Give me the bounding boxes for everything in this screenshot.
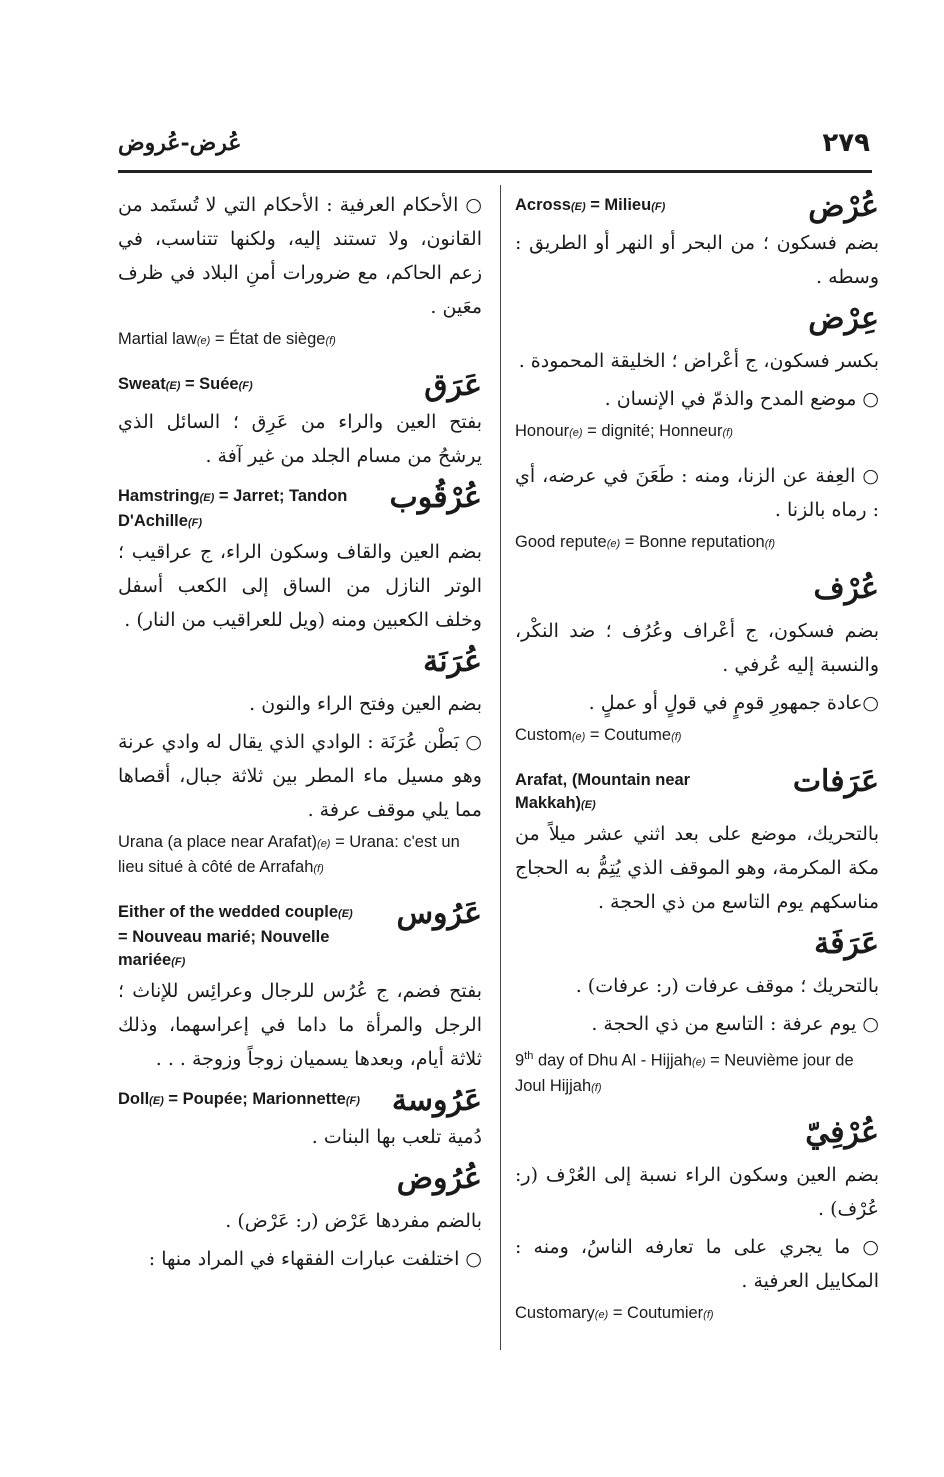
entry-heading bbox=[515, 925, 879, 969]
definition-paragraph: ○ ما يجري على ما تعارفه الناسُ، ومنه : المكاييل العرفية . bbox=[515, 1235, 879, 1292]
english-headword: Sweat(E) = Suée(F) bbox=[118, 375, 253, 393]
dictionary-entry bbox=[118, 1082, 482, 1154]
arabic-headword: عَرَفَة bbox=[814, 926, 879, 961]
dictionary-entry bbox=[515, 459, 879, 556]
entry-heading bbox=[515, 188, 879, 226]
dictionary-entry bbox=[515, 925, 879, 1100]
arabic-headword: عُرُوض bbox=[396, 1161, 482, 1196]
arabic-headword: عُرَنَة bbox=[423, 644, 482, 679]
definition-paragraph: ○ بَطْن عُرَنَة : الوادي الذي يقال له وادي عرنة وهو مسيل ماء المطر بين ثلاثة جبال، أقصاها مما يلي موقف عرفة . bbox=[118, 731, 482, 821]
entry-heading bbox=[118, 479, 482, 535]
entry-heading bbox=[515, 1114, 879, 1158]
dictionary-entry bbox=[118, 1160, 482, 1276]
arabic-definition bbox=[515, 226, 879, 294]
arabic-headword: عُرْفِيّ bbox=[805, 1114, 879, 1150]
english-headword: Doll(E) = Poupée; Marionnette(F) bbox=[118, 1090, 360, 1108]
entry-heading bbox=[515, 570, 879, 614]
arabic-definition bbox=[118, 405, 482, 473]
translation: Customary(e) = Coutumier(f) bbox=[515, 1303, 714, 1322]
arabic-headword: عَرَفات bbox=[792, 764, 879, 799]
translation: Honour(e) = dignité; Honneur(f) bbox=[515, 422, 733, 440]
arabic-definition bbox=[118, 687, 482, 827]
dictionary-entry bbox=[118, 643, 482, 881]
entry-heading bbox=[515, 300, 879, 344]
definition-paragraph: بالضم مفردها عَرْض (ر: عَرْض) . bbox=[225, 1210, 482, 1232]
definition-paragraph: بضم العين والقاف وسكون الراء، ج عراقيب ؛ الوتر النازل من الساق إلى الكعب أسفل وخلف الكعبين ومنه (ويل للعراقيب من النار) . bbox=[118, 541, 482, 631]
dictionary-entry bbox=[118, 895, 482, 1076]
definition-paragraph: ○ موضع المدح والذمّ في الإنسان . bbox=[604, 388, 879, 410]
header-rule bbox=[118, 170, 872, 173]
dictionary-entry bbox=[118, 367, 482, 473]
arabic-headword: عَرُوسة bbox=[391, 1083, 482, 1118]
entry-heading bbox=[118, 367, 482, 405]
entry-heading bbox=[118, 643, 482, 687]
english-headword: Hamstring(E) = Jarret; Tandon D'Achille(F) bbox=[118, 487, 348, 530]
definition-paragraph: ○ يوم عرفة : التاسع من ذي الحجة . bbox=[591, 1013, 879, 1035]
arabic-definition bbox=[118, 188, 482, 324]
definition-paragraph: ○ الأحكام العرفية : الأحكام التي لا تُستَمد من القانون، ولا تستند إليه، ولكنها تتناسب، في زعم الحاكم، مع ضرورات أمنِ البلاد في ظرف معَين . bbox=[118, 194, 482, 318]
right-column bbox=[515, 188, 879, 1341]
page-header bbox=[118, 128, 870, 168]
translation: Urana (a place near Arafat)(e) = Urana: c'est un lieu situé à côté de Arrafah(f) bbox=[118, 833, 460, 876]
definition-paragraph: بضم فسكون ؛ من البحر أو النهر أو الطريق : وسطه . bbox=[515, 232, 879, 288]
dictionary-entry bbox=[118, 188, 482, 353]
arabic-definition bbox=[118, 1204, 482, 1276]
definition-paragraph: ○ العِفة عن الزنا، ومنه : طَعَنَ في عرضه، أي : رماه بالزنا . bbox=[515, 465, 879, 521]
translation: Martial law(e) = État de siège(f) bbox=[118, 330, 336, 348]
arabic-headword: عِرْض bbox=[808, 301, 879, 336]
arabic-headword: عُرْف bbox=[813, 571, 879, 606]
definition-paragraph: ○ اختلفت عبارات الفقهاء في المراد منها : bbox=[148, 1248, 482, 1270]
arabic-headword: عَرُوس bbox=[396, 896, 482, 931]
definition-paragraph: بالتحريك ؛ موقف عرفات (ر: عرفات) . bbox=[575, 975, 879, 997]
translation: Good repute(e) = Bonne reputation(f) bbox=[515, 533, 776, 551]
definition-paragraph: بضم فسكون، ج أعْراف وعُرُف ؛ ضد النكْر، والنسبة إليه عُرفي . bbox=[515, 620, 879, 676]
arabic-headword: عَرَق bbox=[424, 368, 482, 403]
definition-paragraph: بكسر فسكون، ج أعْراض ؛ الخليقة المحمودة . bbox=[518, 350, 879, 372]
entry-heading bbox=[118, 1160, 482, 1204]
english-headword: Across(E) = Milieu(F) bbox=[515, 196, 666, 214]
definition-paragraph: بفتح العين والراء من عَرِق ؛ السائل الذي يرشحُ من مسام الجلد من غير آفة . bbox=[118, 411, 482, 467]
arabic-definition bbox=[515, 1158, 879, 1298]
left-column bbox=[118, 188, 482, 1282]
entry-heading bbox=[515, 763, 879, 817]
arabic-definition bbox=[515, 817, 879, 919]
dictionary-entry bbox=[515, 1114, 879, 1327]
page-number: ٢٧٩ bbox=[822, 128, 870, 158]
dictionary-entry bbox=[515, 300, 879, 445]
entry-heading bbox=[118, 1082, 482, 1120]
definition-paragraph: بضم العين وفتح الراء والنون . bbox=[249, 693, 482, 715]
arabic-definition bbox=[515, 344, 879, 416]
column-divider bbox=[500, 185, 501, 1350]
definition-paragraph: دُمية تلعب بها البنات . bbox=[311, 1126, 482, 1148]
dictionary-entry bbox=[118, 479, 482, 637]
running-head: عُرض-عُروض bbox=[118, 130, 242, 156]
definition-paragraph: بالتحريك، موضع على بعد اثني عشر ميلاً من مكة المكرمة، وهو الموقف الذي يُتِمُّ به الحجاج مناسكهم يوم التاسع من ذي الحجة . bbox=[515, 823, 879, 913]
definition-paragraph: ○عادة جمهورِ قومٍ في قولٍ أو عملٍ . bbox=[588, 692, 879, 714]
definition-paragraph: بفتح فضم، ج عُرُس للرجال وعرائِس للإناث ؛ الرجل والمرأة ما داما في إعراسهما، وذلك ثلاثة أيام، وبعدها يسميان زوجاً وزوجة . . . bbox=[118, 980, 482, 1070]
translation: Custom(e) = Coutume(f) bbox=[515, 726, 682, 744]
definition-paragraph: بضم العين وسكون الراء نسبة إلى العُرْف (ر: عُرْف) . bbox=[515, 1163, 879, 1220]
dictionary-entry bbox=[515, 570, 879, 749]
dictionary-entry bbox=[515, 188, 879, 294]
entry-heading bbox=[118, 895, 482, 974]
english-headword: Either of the wedded couple(E) = Nouveau marié; Nouvelle mariée(F) bbox=[118, 903, 353, 969]
arabic-headword: عُرْض bbox=[808, 189, 879, 224]
arabic-definition bbox=[118, 974, 482, 1076]
english-headword: Arafat, (Mountain near Makkah)(E) bbox=[515, 771, 691, 812]
translation: 9th day of Dhu Al - Hijjah(e) = Neuvième jour de Joul Hijjah(f) bbox=[515, 1050, 854, 1095]
dictionary-entry bbox=[515, 763, 879, 919]
arabic-definition bbox=[515, 459, 879, 527]
arabic-headword: عُرْقُوب bbox=[389, 480, 482, 515]
arabic-definition bbox=[118, 1120, 482, 1154]
arabic-definition bbox=[515, 614, 879, 720]
arabic-definition bbox=[118, 535, 482, 637]
arabic-definition bbox=[515, 969, 879, 1041]
